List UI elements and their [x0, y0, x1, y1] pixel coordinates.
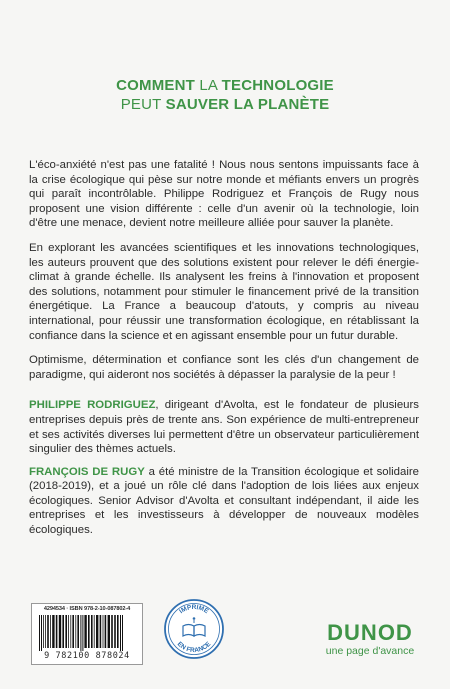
barcode-bar [80, 615, 81, 651]
barcode-bar [59, 615, 61, 648]
barcode-bar [88, 615, 90, 648]
seal-top-text: IMPRIMÉ [178, 604, 210, 616]
author-name: PHILIPPE RODRIGUEZ [29, 399, 156, 412]
barcode-bar [122, 615, 123, 651]
isbn-digits: 9 782100 878024 [44, 651, 130, 661]
author-name: FRANÇOIS DE RUGY [29, 465, 145, 478]
isbn-header: 4294534 · ISBN 978-2-10-087802-4 [43, 606, 131, 612]
author-bio-rodriguez [29, 398, 419, 456]
barcode-bar [56, 615, 58, 648]
publisher-tagline: une page d'avance [325, 645, 415, 657]
barcode-bar [43, 615, 44, 648]
blurb-paragraph-2: En explorant les avancées scientifiques et les innovations technologiques, les auteurs prouvent que des solutions existent pour relever le défi énergie-climat à grande échelle. Ils analysent les freins à l'innovation et proposent des solutions, notamment pour stimuler le financement privé de la transition énergétique. La France a beaucoup d'atouts, y compris au niveau international, pour réussir une transformation écologique, en rétablissant la confiance dans la science et en agissant ensemble pour un futur durable. [29, 241, 419, 342]
barcode-bar [100, 615, 102, 648]
author-bio-text: , dirigeant d'Avolta, est le fondateur de plusieurs entreprises depuis près de trente ans. Son expérience de multi-entrepreneur et ses activités diverses lui permettent d'être un observateur particulièrement singulier des thèmes actuels. [29, 399, 419, 456]
book-title [0, 76, 450, 114]
barcode-bar [47, 615, 49, 648]
seal-bottom-text: EN FRANCE [175, 640, 213, 655]
barcode-bar [111, 615, 113, 648]
back-cover-text [29, 158, 419, 546]
barcode-bar [108, 615, 110, 648]
publisher-name: DUNOD [327, 620, 413, 645]
barcode-bar [45, 615, 46, 648]
barcode-bar [91, 615, 93, 648]
barcode-bar [70, 615, 71, 648]
barcode-bar [65, 615, 67, 648]
barcode-bar [96, 615, 98, 648]
author-bio-de-rugy [29, 465, 419, 538]
barcode-bar [120, 615, 121, 651]
barcode-bar [41, 615, 42, 651]
title-line-1: COMMENT LA TECHNOLOGIE [116, 77, 334, 94]
barcode-bar [77, 615, 79, 648]
barcode-bar [50, 615, 51, 648]
barcode-bar [39, 615, 40, 651]
barcode-bar [75, 615, 76, 648]
barcode-bar [52, 615, 54, 648]
barcode-bar [82, 615, 83, 651]
imprime-en-france-seal [163, 598, 225, 660]
barcode-bars [38, 615, 136, 651]
barcode-bar [103, 615, 104, 648]
barcode-bar [68, 615, 69, 648]
blurb-paragraph-3: Optimisme, détermination et confiance sont les clés d'un changement de paradigme, qui aideront nos sociétés à dépasser la paralysie de la peur ! [29, 354, 419, 381]
blurb-paragraph-1: L'éco-anxiété n'est pas une fatalité ! Nous nous sentons impuissants face à la crise écologique qui pèse sur notre monde et méfiants envers un progrès qui paraît incontrôlable. Philippe Rodriguez et François de Rugy nous proposent une vision différente : celle d'un avenir où la technologie, loin d'être une menace, devient notre meilleure alliée pour sauver la planète. [29, 159, 419, 230]
barcode-bar [72, 615, 74, 648]
barcode-bar [114, 615, 116, 648]
publisher-logo [315, 622, 425, 657]
author-bio-text: a été ministre de la Transition écologique et solidaire (2018-2019), et a joué un rôle clé dans l'adoption de lois liées aux enjeux écologiques. Senior Advisor d'Avolta et consultant indépendant, il aide les entreprises et les investisseurs à développer de nouveaux modèles écologiques. [29, 465, 420, 537]
title-line-2: PEUT SAUVER LA PLANÈTE [120, 96, 330, 113]
barcode-bar [94, 615, 95, 648]
isbn-barcode [31, 603, 143, 665]
barcode-bar [117, 615, 119, 648]
barcode-bar [105, 615, 107, 648]
barcode-bar [62, 615, 64, 648]
barcode-bar [84, 615, 86, 648]
